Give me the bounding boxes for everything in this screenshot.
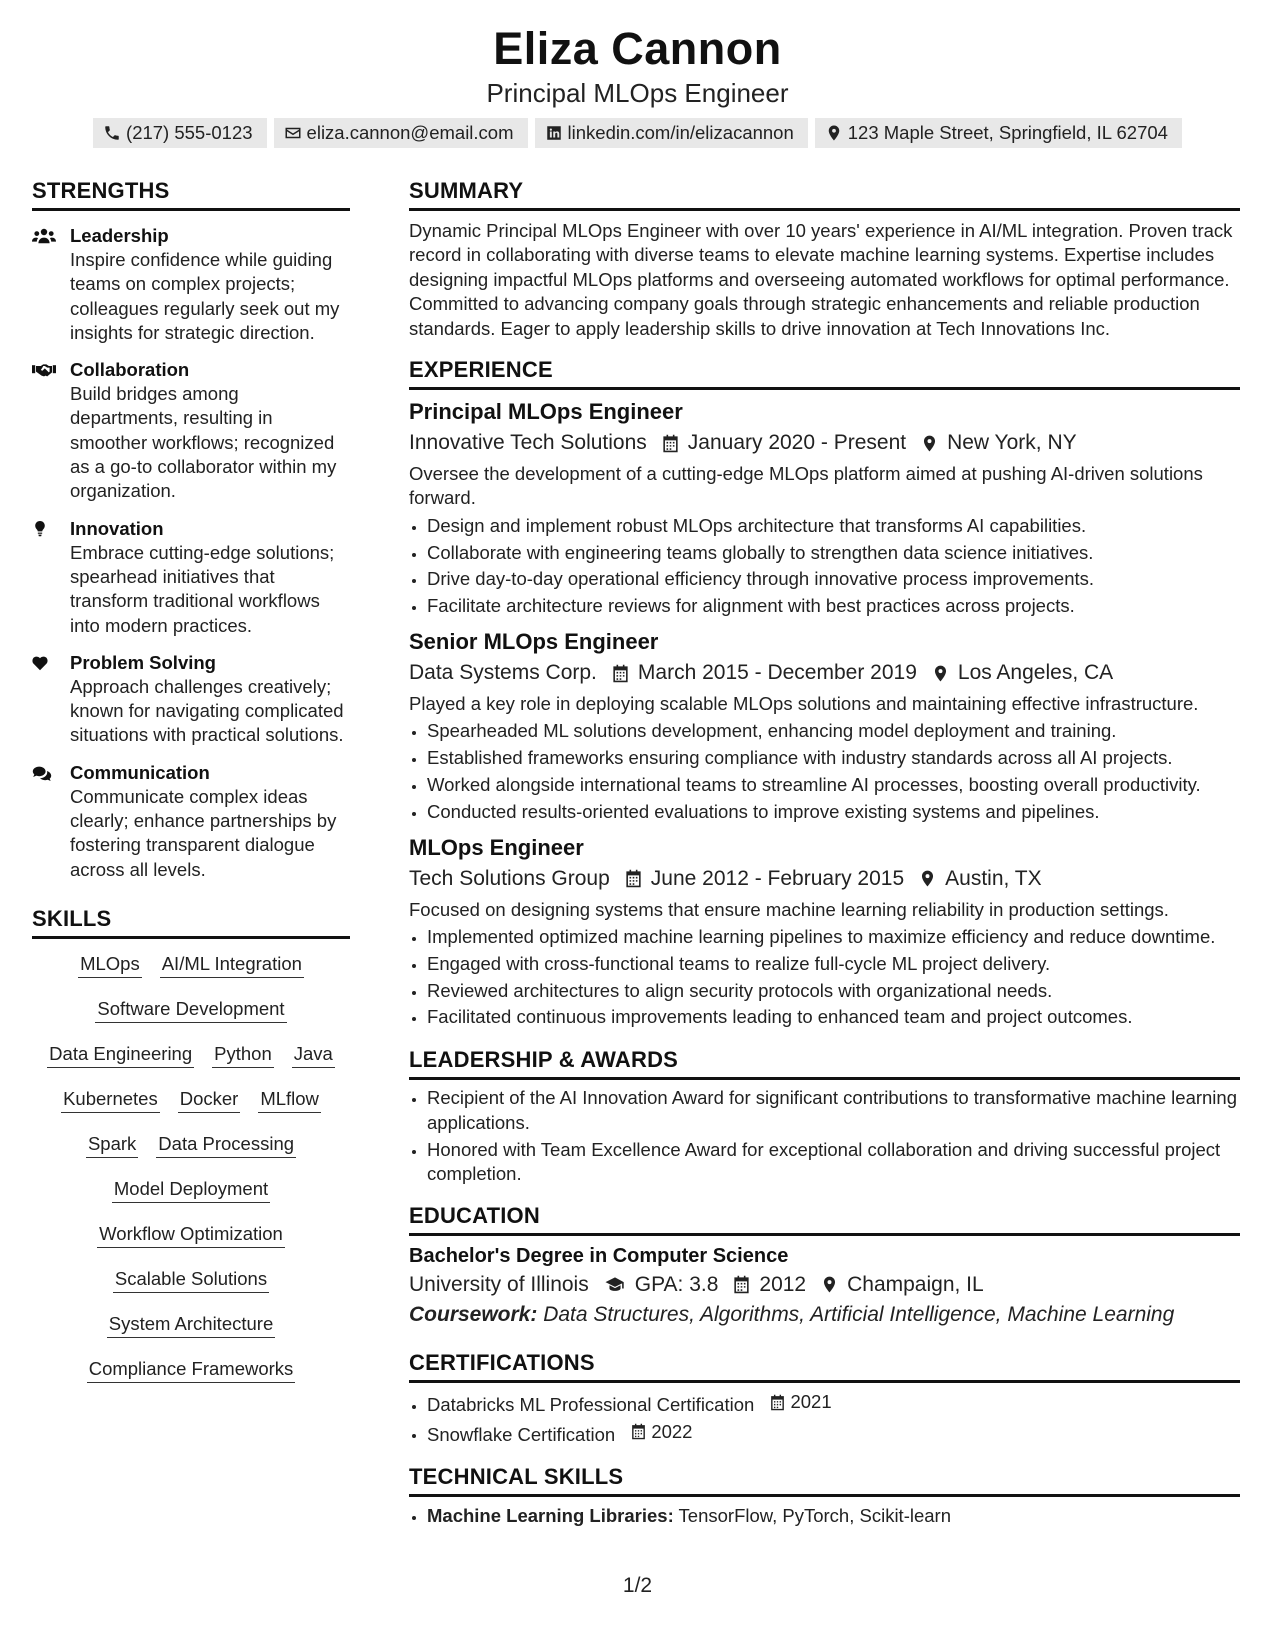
calendar-icon bbox=[624, 869, 643, 888]
job-bullet: • Established frameworks ensuring compliance with industry standards across all AI projects. bbox=[427, 745, 1240, 772]
strength-description: Build bridges among departments, resulting in smoother workflows; recognized as a go-to collaborator within my organization. bbox=[70, 383, 337, 502]
summary-text: Dynamic Principal MLOps Engineer with over 10 years' experience in AI/ML integration. Proven track record in collaborating with diverse teams to elevate machine learning systems. Expertise includes designing impactful MLOps platforms and overseeing automated workflows for optimal performance. Committed to advancing company goals through strategic enhancements and reliable production standards. Eager to apply leadership skills to drive innovation at Tech Innovations Inc. bbox=[409, 220, 1233, 339]
technical-skill-value: TensorFlow, PyTorch, Scikit-learn bbox=[678, 1505, 951, 1527]
awards-section bbox=[409, 1045, 1240, 1187]
left-column bbox=[32, 176, 350, 1399]
job-bullet: • Facilitated continuous improvements leading to enhanced team and project outcomes. bbox=[427, 1004, 1240, 1031]
strength-item bbox=[32, 224, 350, 345]
map-pin-icon bbox=[820, 1275, 839, 1294]
envelope-icon bbox=[284, 124, 302, 142]
certification-item bbox=[427, 1419, 1240, 1449]
skill-row bbox=[32, 1039, 350, 1084]
right-column bbox=[409, 176, 1240, 1530]
resume-header bbox=[0, 0, 1275, 148]
certification-name: Snowflake Certification bbox=[427, 1423, 616, 1445]
job-bullets bbox=[409, 924, 1240, 1031]
job-bullet: • Conducted results-oriented evaluations to improve existing systems and pipelines. bbox=[427, 799, 1240, 826]
degree-title: Bachelor's Degree in Computer Science bbox=[409, 1244, 789, 1267]
skill-row bbox=[32, 994, 350, 1039]
skill-tag: Data Processing bbox=[156, 1129, 296, 1158]
map-pin-icon bbox=[931, 664, 950, 683]
skill-tag: Docker bbox=[178, 1084, 241, 1113]
skill-row bbox=[32, 1084, 350, 1129]
graduation-year: 2012 bbox=[759, 1272, 807, 1296]
heart-icon bbox=[32, 653, 56, 673]
users-icon bbox=[32, 226, 56, 246]
job-entry bbox=[409, 834, 1240, 1032]
skill-tag: MLflow bbox=[258, 1084, 321, 1113]
gpa: GPA: 3.8 bbox=[634, 1272, 719, 1296]
strength-item bbox=[32, 358, 350, 503]
job-title: MLOps Engineer bbox=[409, 834, 584, 860]
skill-tag: Model Deployment bbox=[112, 1174, 270, 1203]
certifications-heading: CERTIFICATIONS bbox=[409, 1348, 1240, 1383]
calendar-icon bbox=[732, 1275, 751, 1294]
strength-description: Approach challenges creatively; known for navigating complicated situations with practical solutions. bbox=[70, 675, 344, 746]
experience-section bbox=[409, 355, 1240, 1031]
strength-description: Inspire confidence while guiding teams on complex projects; colleagues regularly seek out my insights for strategic direction. bbox=[70, 249, 340, 343]
job-location: Los Angeles, CA bbox=[957, 661, 1114, 685]
strength-title: Innovation bbox=[70, 517, 164, 539]
skill-tag: System Architecture bbox=[107, 1309, 276, 1338]
skill-tag: Workflow Optimization bbox=[97, 1219, 285, 1248]
job-title: Principal MLOps Engineer bbox=[409, 399, 683, 425]
contact-address-text: 123 Maple Street, Springfield, IL 62704 bbox=[847, 122, 1168, 143]
candidate-name: Eliza Cannon bbox=[493, 23, 782, 74]
skill-row bbox=[32, 1219, 350, 1264]
map-pin-icon bbox=[920, 434, 939, 453]
certifications-list bbox=[409, 1389, 1240, 1448]
summary-heading: SUMMARY bbox=[409, 176, 1240, 211]
contact-email[interactable] bbox=[274, 118, 528, 148]
skill-tag: Software Development bbox=[95, 994, 286, 1023]
job-bullet: • Spearheaded ML solutions development, enhancing model deployment and training. bbox=[427, 718, 1240, 745]
job-summary: Oversee the development of a cutting-edge MLOps platform aimed at pushing AI-driven solutions forward. bbox=[409, 463, 1203, 509]
strengths-heading: STRENGTHS bbox=[32, 176, 350, 211]
linkedin-icon bbox=[545, 124, 563, 142]
skill-row bbox=[32, 1264, 350, 1309]
skills-heading: SKILLS bbox=[32, 904, 350, 939]
award-item: • Honored with Team Excellence Award for exceptional collaboration and driving successful project completion. bbox=[427, 1138, 1240, 1187]
job-bullet: • Collaborate with engineering teams globally to strengthen data science initiatives. bbox=[427, 540, 1240, 567]
job-meta bbox=[409, 864, 1240, 894]
job-location: New York, NY bbox=[947, 431, 1077, 455]
skill-tag: Kubernetes bbox=[61, 1084, 160, 1113]
calendar-icon bbox=[611, 664, 630, 683]
skill-tag: Compliance Frameworks bbox=[87, 1354, 296, 1383]
award-item: • Recipient of the AI Innovation Award for significant contributions to transformative machine learning applications. bbox=[427, 1086, 1240, 1135]
experience-heading: EXPERIENCE bbox=[409, 355, 1240, 390]
strength-title: Communication bbox=[70, 761, 210, 783]
comments-icon bbox=[32, 763, 56, 783]
strength-item bbox=[32, 517, 350, 638]
job-company: Tech Solutions Group bbox=[409, 866, 610, 890]
job-location: Austin, TX bbox=[945, 866, 1042, 890]
job-summary: Played a key role in deploying scalable MLOps solutions and maintaining effective infrastructure. bbox=[409, 693, 1199, 715]
strength-title: Leadership bbox=[70, 225, 169, 246]
job-company: Data Systems Corp. bbox=[409, 661, 597, 685]
graduation-cap-icon bbox=[603, 1275, 627, 1294]
map-pin-icon bbox=[918, 869, 937, 888]
job-bullets bbox=[409, 513, 1240, 620]
job-summary: Focused on designing systems that ensure machine learning reliability in production settings. bbox=[409, 898, 1169, 920]
contact-address bbox=[815, 118, 1182, 148]
phone-icon bbox=[103, 124, 121, 142]
contact-linkedin[interactable] bbox=[535, 118, 808, 148]
candidate-role: Principal MLOps Engineer bbox=[486, 78, 789, 108]
contact-phone-text: (217) 555-0123 bbox=[126, 122, 253, 143]
contact-linkedin-text: linkedin.com/in/elizacannon bbox=[567, 122, 794, 143]
school-location: Champaign, IL bbox=[847, 1272, 984, 1296]
technical-skills-heading: TECHNICAL SKILLS bbox=[409, 1462, 1240, 1497]
school-name: University of Illinois bbox=[409, 1272, 589, 1296]
skill-tag: MLOps bbox=[78, 949, 142, 978]
job-bullet: • Design and implement robust MLOps architecture that transforms AI capabilities. bbox=[427, 513, 1240, 540]
handshake-icon bbox=[32, 360, 56, 380]
skill-tag: Java bbox=[292, 1039, 335, 1068]
job-entry bbox=[409, 398, 1240, 620]
contact-phone[interactable] bbox=[93, 118, 267, 148]
job-meta bbox=[409, 428, 1240, 458]
job-dates: June 2012 - February 2015 bbox=[650, 866, 905, 890]
contact-email-text: eliza.cannon@email.com bbox=[306, 122, 514, 143]
certification-item bbox=[427, 1389, 1240, 1419]
certification-year: 2022 bbox=[651, 1420, 693, 1442]
skill-row bbox=[32, 1354, 350, 1399]
certification-name: Databricks ML Professional Certification bbox=[427, 1393, 755, 1415]
job-bullet: • Worked alongside international teams to streamline AI processes, boosting overall productivity. bbox=[427, 772, 1240, 799]
certification-year: 2021 bbox=[790, 1390, 832, 1412]
page-number: 1/2 bbox=[622, 1574, 653, 1597]
job-meta bbox=[409, 658, 1240, 688]
skill-tag: AI/ML Integration bbox=[160, 949, 304, 978]
job-bullet: • Implemented optimized machine learning pipelines to maximize efficiency and reduce downtime. bbox=[427, 924, 1240, 951]
skill-tag: Data Engineering bbox=[47, 1039, 194, 1068]
technical-skills-list bbox=[409, 1503, 1240, 1530]
job-dates: January 2020 - Present bbox=[687, 431, 907, 455]
strength-description: Communicate complex ideas clearly; enhance partnerships by fostering transparent dialogue across all levels. bbox=[70, 785, 337, 880]
job-bullet: • Engaged with cross-functional teams to realize full-cycle ML project delivery. bbox=[427, 951, 1240, 978]
skill-row bbox=[32, 1174, 350, 1219]
technical-skill-item bbox=[427, 1503, 1240, 1530]
skills-list bbox=[32, 949, 350, 1399]
strength-description: Embrace cutting-edge solutions; spearhead initiatives that transform traditional workflows into modern practices. bbox=[70, 541, 335, 636]
strength-item bbox=[32, 761, 350, 882]
job-dates: March 2015 - December 2019 bbox=[637, 661, 917, 685]
skill-row bbox=[32, 949, 350, 994]
certifications-section bbox=[409, 1348, 1240, 1448]
technical-skill-label: Machine Learning Libraries: bbox=[427, 1505, 674, 1527]
calendar-icon bbox=[769, 1394, 786, 1411]
education-meta bbox=[409, 1270, 1240, 1300]
skill-row bbox=[32, 1309, 350, 1354]
contact-bar bbox=[0, 118, 1275, 148]
technical-skills-section bbox=[409, 1462, 1240, 1530]
strength-item bbox=[32, 651, 350, 748]
awards-heading: LEADERSHIP & AWARDS bbox=[409, 1045, 1240, 1080]
skill-tag: Python bbox=[212, 1039, 274, 1068]
job-bullet: • Facilitate architecture reviews for alignment with best practices across projects. bbox=[427, 593, 1240, 620]
awards-list bbox=[409, 1086, 1240, 1187]
coursework-label: Coursework: bbox=[409, 1302, 538, 1326]
job-company: Innovative Tech Solutions bbox=[409, 431, 647, 455]
skill-tag: Spark bbox=[86, 1129, 138, 1158]
strength-title: Problem Solving bbox=[70, 651, 216, 673]
skill-row bbox=[32, 1129, 350, 1174]
skill-tag: Scalable Solutions bbox=[113, 1264, 269, 1293]
lightbulb-icon bbox=[32, 519, 56, 539]
map-pin-icon bbox=[825, 124, 843, 142]
education-section bbox=[409, 1201, 1240, 1330]
coursework-list: Data Structures, Algorithms, Artificial Intelligence, Machine Learning bbox=[543, 1302, 1175, 1326]
education-heading: EDUCATION bbox=[409, 1201, 1240, 1236]
job-title: Senior MLOps Engineer bbox=[409, 629, 659, 655]
job-bullet: • Reviewed architectures to align security protocols with organizational needs. bbox=[427, 978, 1240, 1005]
job-entry bbox=[409, 628, 1240, 826]
job-bullet: • Drive day-to-day operational efficiency through innovative process improvements. bbox=[427, 566, 1240, 593]
coursework bbox=[409, 1300, 1240, 1330]
calendar-icon bbox=[630, 1423, 647, 1440]
job-bullets bbox=[409, 718, 1240, 825]
calendar-icon bbox=[661, 434, 680, 453]
strength-title: Collaboration bbox=[70, 359, 190, 381]
